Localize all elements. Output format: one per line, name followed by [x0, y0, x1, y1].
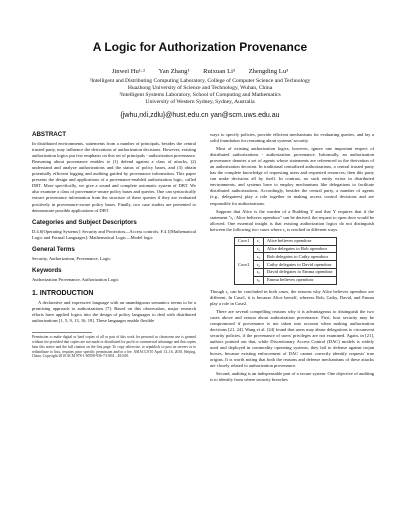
case-label: Case2	[235, 245, 254, 284]
paragraph: Second, auditing is an indispensable part of a secure system. One objective of auditing is to identify from where security breaches	[210, 371, 374, 383]
rule-text: Alice believes opendoor	[263, 237, 336, 245]
keywords-heading: Keywords	[32, 266, 62, 274]
rule-text: Alice delegates to Bob opendoor	[263, 245, 336, 253]
rule-id: r₄	[253, 261, 263, 269]
copyright-footnote: Permission to make digital or hard copies of all or part of this work for personal or classroom use is granted without fee provided that copies are not made or distributed for profit or commercial advantage and that copies bear this notice and the full citation on the first page. To copy otherwise, to republish, to post on servers or to redistribute to lists, requires prior specific permission and/or a fee. ASIACCS'10 April 13–16, 2010, Beijing, China. Copyright 2010 ACM 978-1-60558-936-7/10/04 ...$10.00.	[32, 335, 196, 359]
affiliation: ¹Intelligent and Distributing Computing Laboratory, College of Computer Science and Technology	[89, 78, 311, 84]
table-row	[235, 237, 337, 245]
rule-id: r₂	[253, 245, 263, 253]
paragraph: Suppose that Alice is the warden of a Building Y and that Y requires that if the statement "r₁: Alice believes opendoor" can be derived, the request to open door would be allowed. One essential insight is that existing authorization logics do not distinguish between the following two cases where r₁ is reached in different ways.	[210, 208, 374, 232]
author: Zhengding Lu³	[248, 68, 289, 75]
rule-text: David delegates to Emma opendoor	[263, 269, 336, 277]
rule-id: r₃	[253, 253, 263, 261]
affiliation: University of Western Sydney, Sydney, Australia	[145, 99, 255, 105]
rule-id: r₁	[253, 237, 263, 245]
categories-text: D.4.6[Operating Systems]: Security and Protection—Access controls; F.4.1[Mathematical Logic and Formal Languages]: Mathematical Logic—Model logic	[32, 228, 196, 240]
rule-text: Emma believes opendoor	[263, 276, 336, 284]
cases-table	[234, 237, 337, 285]
case-label: Case1	[235, 237, 254, 245]
rule-text: Cathy delegates to David opendoor	[263, 261, 336, 269]
rule-text: Bob delegates to Cathy opendoor	[263, 253, 336, 261]
categories-heading: Categories and Subject Descriptors	[32, 218, 137, 226]
table-row	[235, 245, 337, 253]
general-terms-text: Security, Authorization, Provenance, Logic	[32, 255, 111, 261]
author-emails: {jwhu,rxli,zdlu}@hust.edu.cn yan@scm.uws.edu.au	[120, 112, 280, 119]
affiliation: ²Intelligent Systems Laboratory, School of Computing and Mathematics	[119, 92, 281, 98]
abstract-text: In distributed environments, statements from a number of principals, besides the central trusted party, may influence the derivations of authorization decisions. However, existing authorization logics put few emphasis on this set of principals - authorization provenance. Reasoning about provenance enables to (1) defend against a class of attacks, (2) understand and analyze authorizations and the status of policy bases, and (3) obtain potentially efficient logging and auditing guided by provenance information. This paper presents the design and applications of a provenance-enabled authorization logic, called DBT. More specifically, we give a sound and complete axiomatic system of DBT. We also examine a class of provenance-aware policy bases and queries. One can syntactically extract provenance information from the structure of these queries if they are evaluated positively in provenance-aware policy bases. Finally, two case studies are presented to demonstrate possible applications of DBT.	[32, 141, 196, 213]
affiliation: Huazhong University of Science and Technology, Wuhan, China	[127, 85, 273, 91]
introduction-text: A declarative and expressive language with an unambiguous semantics seems to be a promising approach to authorizations [7]. Based on this observation, major research efforts have applied logics into the design of policy languages to deal with distributed authorizations [1, 5, 9, 13, 16, 18]. These languages enable flexible	[32, 299, 196, 324]
paper-title: A Logic for Authorization Provenance	[92, 40, 308, 54]
footnote-divider	[32, 332, 92, 333]
general-terms-heading: General Terms	[32, 245, 75, 253]
paragraph: Most of existing authorization logics, however, ignore one important respect of distributed authorizations - authorization provenance. Informally, an authorization provenance denotes a set of agents whose statements are referenced in the derivation of an authorization decision. In traditional centralized authorizations, a central trusted party has the complete knowledge of requesting users and requested resources; then this party can make decisions all by itself. In contrast, no such entity exists in distributed environments, and systems have to employ mechanisms like delegations to facilitate distributed authorizations. Accordingly, besides the central party, a number of agents (e.g., delegatees) play a role together in making access control decisions and are responsible for authorizations.	[210, 146, 374, 206]
paragraph: Though r₁ can be concluded in both cases, the reasons why Alice believes opendoor are different. In Case1, it is because Alice herself, whereas Bob, Cathy, David, and Emma play a role in Case2.	[210, 288, 374, 306]
author-list	[0, 68, 400, 75]
introduction-heading: 1. INTRODUCTION	[32, 289, 94, 297]
right-column	[210, 132, 374, 385]
paragraph: ways to specify policies, provide efficient mechanisms for evaluating queries, and lay a solid foundation for reasoning about systems' security.	[210, 132, 374, 144]
author: Ruixuan Li³	[203, 68, 235, 75]
author: Yan Zhang¹	[158, 68, 190, 75]
keywords-text: Authorization Provenance, Authorization Logic	[32, 276, 119, 282]
rule-id: r₅	[253, 269, 263, 277]
rule-id: r₆	[253, 276, 263, 284]
abstract-heading: ABSTRACT	[32, 131, 67, 138]
paragraph: There are several compelling reasons why it is advantageous to distinguish the two cases above and reason about authorization provenance. First, host security may be compromised if provenance is not taken into account when making authorization decisions [21, 24]. Wang et al. [24] found that users may abuse delegations to circumvent security policies, if the provenance of users' privileges are not examined. Again, in [21], authors pointed out that, while Discretionary Access Control (DAC) models is widely used and deployed in commodity operating systems, they fail to defense against trojan horses, because existing enforcement of DAC cannot correctly identify requests' true origins. It is worth noting that both the reasons and defense mechanisms of these attacks are closely related to authorization provenance.	[210, 308, 374, 369]
author: Jinwei Hu¹·²	[111, 68, 145, 75]
left-column	[32, 132, 196, 359]
